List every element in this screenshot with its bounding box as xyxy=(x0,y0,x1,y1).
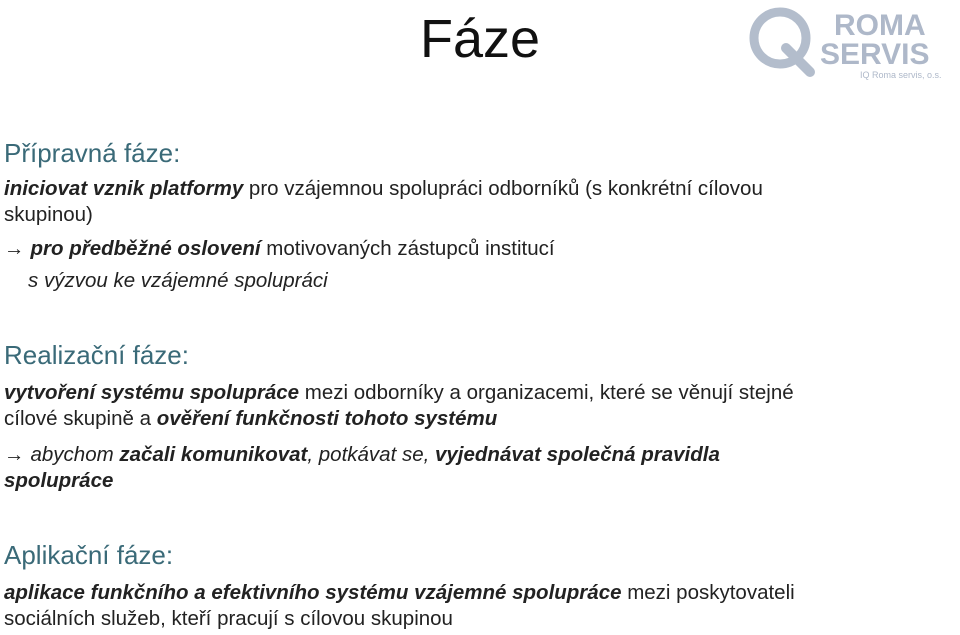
preparation-line-1: iniciovat vznik platformy pro vzájemnou spolupráci odborníků (s konkrétní cílovou xyxy=(4,177,763,200)
logo-line1: ROMA xyxy=(834,9,926,42)
preparation-line-3: → pro předběžné oslovení motivovaných zástupců institucí xyxy=(4,237,555,260)
logo-line2: SERVIS xyxy=(820,38,930,71)
roma-servis-logo xyxy=(748,2,958,82)
preparation-line-2: skupinou) xyxy=(4,203,93,226)
application-line-2: sociálních služeb, kteří pracují s cílovou skupinou xyxy=(4,607,453,630)
section-heading-realization: Realizační fáze: xyxy=(4,340,189,370)
preparation-line-4: s výzvou ke vzájemné spolupráci xyxy=(28,269,328,292)
application-line-1: aplikace funkčního a efektivního systému vzájemné spolupráce mezi poskytovateli xyxy=(4,581,795,604)
section-heading-application: Aplikační fáze: xyxy=(4,540,174,570)
realization-line-1: vytvoření systému spolupráce mezi odborníky a organizacemi, které se věnují stejné xyxy=(4,381,794,404)
page-title: Fáze xyxy=(419,9,541,69)
realization-line-4: spolupráce xyxy=(4,469,114,492)
section-heading-preparation: Přípravná fáze: xyxy=(4,138,181,168)
arrow-icon: → xyxy=(4,443,25,466)
q-logo-icon xyxy=(754,12,810,72)
arrow-icon: → xyxy=(4,237,25,260)
logo-tagline: IQ Roma servis, o.s. xyxy=(860,70,942,80)
realization-line-2: cílové skupině a ověření funkčnosti tohoto systému xyxy=(4,407,498,430)
realization-line-3: → abychom začali komunikovat, potkávat se, vyjednávat společná pravidla xyxy=(4,443,720,466)
